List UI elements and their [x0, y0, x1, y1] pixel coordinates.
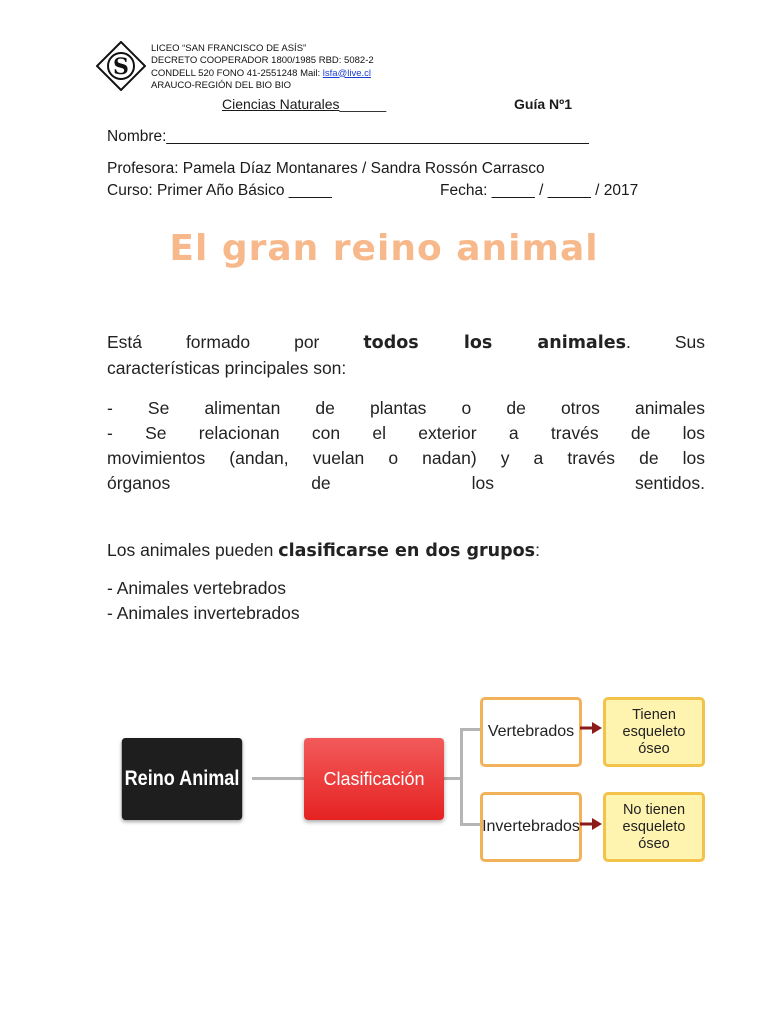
tienen-esqueleto-box: Tienen esqueleto óseo	[603, 697, 705, 767]
invertebrados-box: Invertebrados	[480, 792, 582, 862]
guide-number: Guía Nº1	[514, 96, 573, 112]
bold-todos-los-animales: todos los animales	[363, 333, 627, 353]
group-item-invertebrados: - Animales invertebrados	[107, 603, 300, 623]
intro-line-1: Está formado por todos los animales. Sus	[107, 332, 705, 353]
subject-heading: Ciencias Naturales______	[222, 96, 387, 112]
characteristic-2-line-3: órganos de los sentidos.	[107, 473, 705, 493]
arrow-right-icon	[580, 720, 602, 736]
school-logo-icon	[96, 41, 146, 91]
school-email-link[interactable]: lsfa@live.cl	[322, 67, 371, 79]
teachers-line: Profesora: Pamela Díaz Montanares / Sandra Rossón Carrasco	[107, 160, 545, 177]
school-decree: DECRETO COOPERADOR 1800/1985 RBD: 5082-2	[151, 55, 374, 67]
characteristic-1: - Se alimentan de plantas o de otros animales	[107, 398, 705, 418]
group-item-vertebrados: - Animales vertebrados	[107, 578, 286, 598]
date-field: Fecha: _____ / _____ / 2017	[440, 182, 639, 199]
arrow-right-icon	[580, 816, 602, 832]
connector-vertical	[460, 728, 463, 826]
connector-to-vertebrados	[460, 728, 480, 731]
connector-root-middle	[252, 777, 304, 780]
school-address: CONDELL 520 FONO 41-2551248 Mail: lsfa@live.cl	[151, 67, 371, 79]
page-title: El gran reino animal	[169, 228, 599, 269]
intro-line-2: características principales son:	[107, 358, 347, 378]
logo-letter: S	[113, 54, 129, 80]
groups-sentence: Los animales pueden clasificarse en dos grupos:	[107, 540, 540, 561]
vertebrados-box: Vertebrados	[480, 697, 582, 767]
name-field: Nombre:_________________________________________________	[107, 128, 589, 145]
connector-to-invertebrados	[460, 823, 480, 826]
school-name: LICEO “SAN FRANCISCO DE ASÍS”	[151, 43, 307, 54]
bold-clasificarse: clasificarse en dos grupos	[278, 541, 536, 561]
course-field: Curso: Primer Año Básico _____	[107, 182, 332, 199]
school-info	[151, 43, 374, 92]
no-tienen-esqueleto-box: No tienen esqueleto óseo	[603, 792, 705, 862]
characteristic-2-line-1: - Se relacionan con el exterior a través de los	[107, 423, 705, 443]
reino-animal-box: Reino Animal	[122, 738, 242, 820]
characteristic-2-line-2: movimientos (andan, vuelan o nadan) y a través de los	[107, 448, 705, 468]
clasificacion-box: Clasificación	[304, 738, 444, 820]
school-region: ARAUCO-REGIÓN DEL BIO BIO	[151, 79, 292, 91]
